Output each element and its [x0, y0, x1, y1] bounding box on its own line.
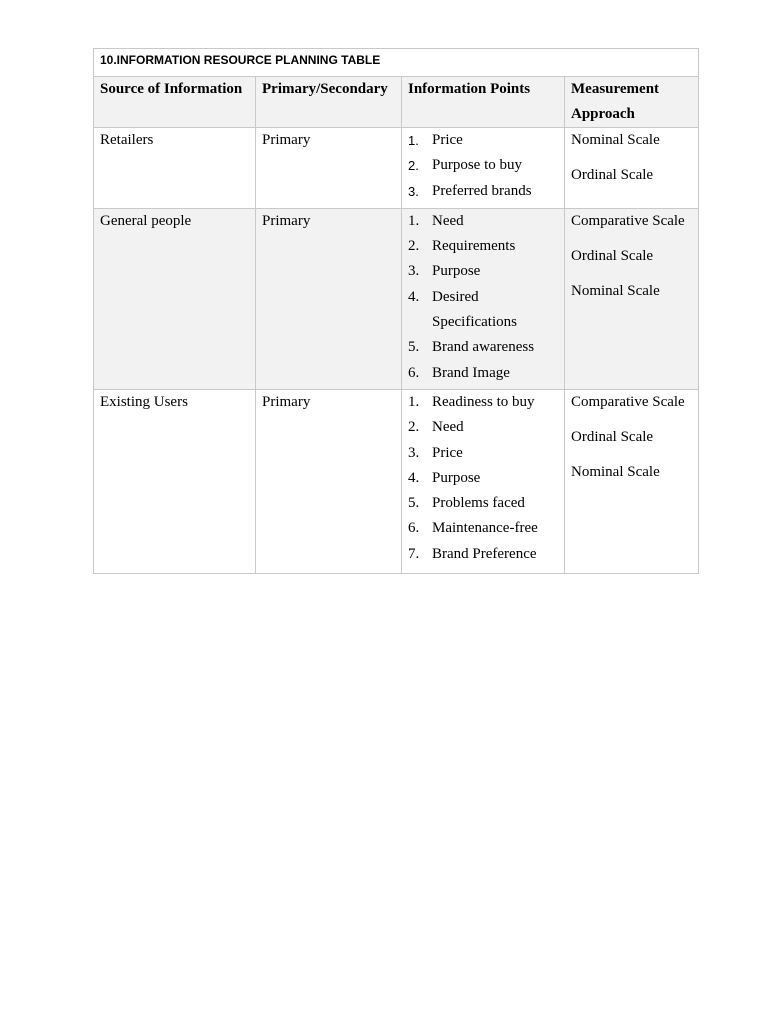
header-information-points: Information Points — [402, 77, 565, 128]
cell-scales — [565, 389, 699, 573]
cell-type: Primary — [256, 208, 402, 389]
list-item: 4. Desired — [408, 288, 479, 305]
list-item: 4. Purpose — [408, 469, 481, 486]
list-item: 6. Maintenance-free — [408, 520, 538, 537]
points-list — [408, 209, 558, 386]
list-item: 2. Need — [408, 419, 464, 436]
list-item: 3. Price — [408, 444, 463, 461]
table-row — [94, 389, 699, 573]
list-item: 5. Problems faced — [408, 495, 525, 512]
cell-points — [402, 128, 565, 209]
scale-item: Nominal Scale — [571, 132, 660, 148]
cell-source: Existing Users — [94, 389, 256, 573]
table-row — [94, 208, 699, 389]
scale-item: Nominal Scale — [571, 282, 660, 299]
table-row — [94, 128, 699, 209]
header-source: Source of Information — [94, 77, 256, 128]
list-item: 5. Brand awareness — [408, 339, 535, 356]
scale-item: Ordinal Scale — [571, 428, 654, 445]
cell-source: Retailers — [94, 128, 256, 209]
list-item: Specifications — [432, 314, 517, 331]
table-header-row — [94, 77, 699, 128]
table-title: 10.INFORMATION RESOURCE PLANNING TABLE — [94, 49, 699, 77]
cell-points — [402, 208, 565, 389]
list-item: 1. Readiness to buy — [408, 393, 535, 410]
scales-list — [571, 209, 692, 304]
points-list — [408, 390, 558, 567]
list-item: 7. Brand Preference — [408, 545, 537, 562]
list-item: 2. Purpose to buy — [408, 157, 522, 174]
cell-scales — [565, 208, 699, 389]
list-item: 3. Preferred brands — [408, 182, 532, 199]
points-list — [408, 128, 558, 204]
cell-type: Primary — [256, 389, 402, 573]
cell-scales — [565, 128, 699, 209]
header-measurement-approach — [565, 77, 699, 128]
header-measurement-line2: Approach — [571, 106, 635, 122]
document-page — [93, 48, 698, 574]
scale-item: Comparative Scale — [571, 393, 685, 410]
information-resource-planning-table — [93, 48, 699, 574]
cell-type: Primary — [256, 128, 402, 209]
scale-item: Nominal Scale — [571, 463, 660, 480]
scales-list — [571, 390, 692, 485]
list-item: 6. Brand Image — [408, 364, 510, 381]
scale-item: Ordinal Scale — [571, 247, 654, 264]
scale-item: Ordinal Scale — [571, 167, 654, 183]
list-item: 1. Price — [408, 132, 463, 148]
list-item: 2. Requirements — [408, 238, 516, 255]
list-item: 3. Purpose — [408, 263, 481, 280]
table-title-row — [94, 49, 699, 77]
scales-list — [571, 128, 692, 188]
scale-item: Comparative Scale — [571, 212, 685, 229]
cell-points — [402, 389, 565, 573]
header-measurement-line1: Measurement — [571, 81, 660, 97]
header-primary-secondary: Primary/Secondary — [256, 77, 402, 128]
cell-source: General people — [94, 208, 256, 389]
list-item: 1. Need — [408, 212, 464, 229]
